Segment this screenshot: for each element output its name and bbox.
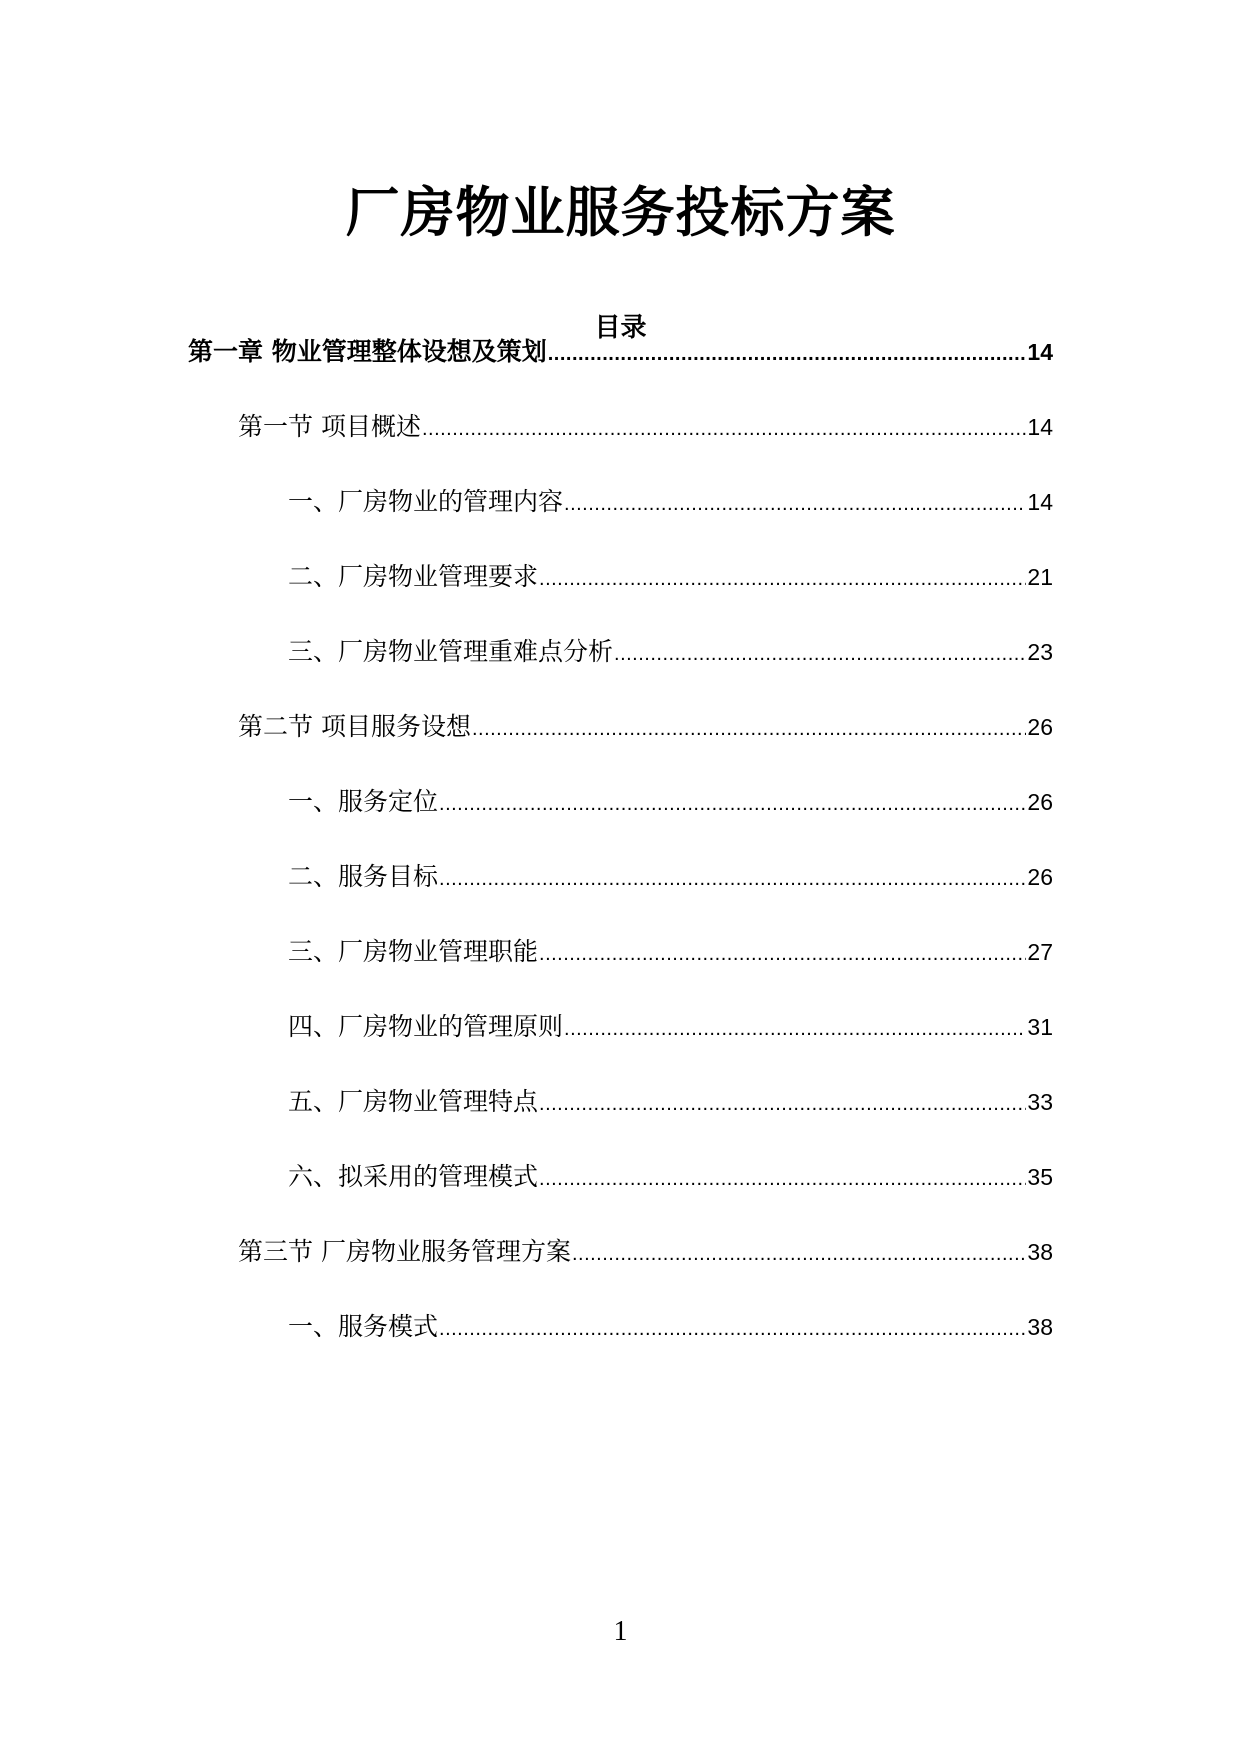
toc-entry-label: 二、服务目标 — [288, 862, 439, 891]
toc-entry-label: 三、厂房物业管理职能 — [288, 937, 539, 966]
toc-heading: 目录 — [594, 313, 647, 343]
toc-entry-section-2[interactable] — [238, 709, 1053, 745]
toc-entry-item[interactable] — [288, 784, 1053, 820]
toc-entry-section-1[interactable] — [238, 409, 1053, 445]
toc-entry-item[interactable] — [288, 1159, 1053, 1195]
toc-entry-item[interactable] — [288, 1009, 1053, 1045]
toc-entry-item[interactable] — [288, 1309, 1053, 1345]
toc-entry-page: 38 — [1027, 1314, 1053, 1340]
toc-entry-page: 26 — [1027, 864, 1053, 890]
toc-entry-chapter-1[interactable] — [188, 334, 1053, 370]
toc-entry-page: 26 — [1027, 789, 1053, 815]
toc-entry-page: 38 — [1027, 1239, 1053, 1265]
toc-dot-leader — [548, 336, 1027, 372]
toc-entry-label: 二、厂房物业管理要求 — [288, 562, 539, 591]
toc-entry-label: 一、服务定位 — [288, 787, 439, 816]
toc-entry-item[interactable] — [288, 859, 1053, 895]
toc-entry-label: 六、拟采用的管理模式 — [288, 1162, 539, 1191]
toc-entry-page: 14 — [1027, 339, 1053, 365]
toc-dot-leader — [539, 1161, 1026, 1197]
toc-entry-label: 五、厂房物业管理特点 — [288, 1087, 539, 1116]
toc-entry-item[interactable] — [288, 559, 1053, 595]
toc-entry-page: 33 — [1027, 1089, 1053, 1115]
page-number: 1 — [613, 1616, 628, 1647]
toc-dot-leader — [564, 1011, 1026, 1047]
toc-dot-leader — [422, 411, 1026, 447]
toc-dot-leader — [439, 786, 1026, 822]
toc-entry-page: 21 — [1027, 564, 1053, 590]
toc-dot-leader — [539, 1086, 1026, 1122]
toc-entry-label: 第一节 项目概述 — [238, 412, 421, 441]
toc-entry-label: 一、服务模式 — [288, 1312, 439, 1341]
toc-dot-leader — [539, 936, 1026, 972]
toc-entry-label: 四、厂房物业的管理原则 — [288, 1012, 564, 1041]
toc-entry-page: 26 — [1027, 714, 1053, 740]
toc-entry-page: 14 — [1027, 414, 1053, 440]
toc-entry-page: 23 — [1027, 639, 1053, 665]
toc-entry-section-3[interactable] — [238, 1234, 1053, 1270]
toc-dot-leader — [564, 486, 1026, 522]
toc-entry-label: 第一章 物业管理整体设想及策划 — [188, 337, 547, 366]
toc-dot-leader — [472, 711, 1026, 747]
toc-entry-label: 第三节 厂房物业服务管理方案 — [238, 1237, 571, 1266]
toc-dot-leader — [439, 1311, 1026, 1347]
toc-entry-page: 14 — [1027, 489, 1053, 515]
toc-dot-leader — [439, 861, 1026, 897]
toc-entry-item[interactable] — [288, 1084, 1053, 1120]
toc-entry-label: 第二节 项目服务设想 — [238, 712, 471, 741]
toc-entry-item[interactable] — [288, 484, 1053, 520]
toc-entry-page: 31 — [1027, 1014, 1053, 1040]
toc-entry-page: 27 — [1027, 939, 1053, 965]
toc-entry-page: 35 — [1027, 1164, 1053, 1190]
toc-entry-item[interactable] — [288, 634, 1053, 670]
toc-entry-label: 三、厂房物业管理重难点分析 — [288, 637, 614, 666]
toc-dot-leader — [614, 636, 1026, 672]
toc-dot-leader — [572, 1236, 1026, 1272]
toc-entry-item[interactable] — [288, 934, 1053, 970]
toc-entry-label: 一、厂房物业的管理内容 — [288, 487, 564, 516]
toc-dot-leader — [539, 561, 1026, 597]
document-title: 厂房物业服务投标方案 — [345, 181, 896, 244]
